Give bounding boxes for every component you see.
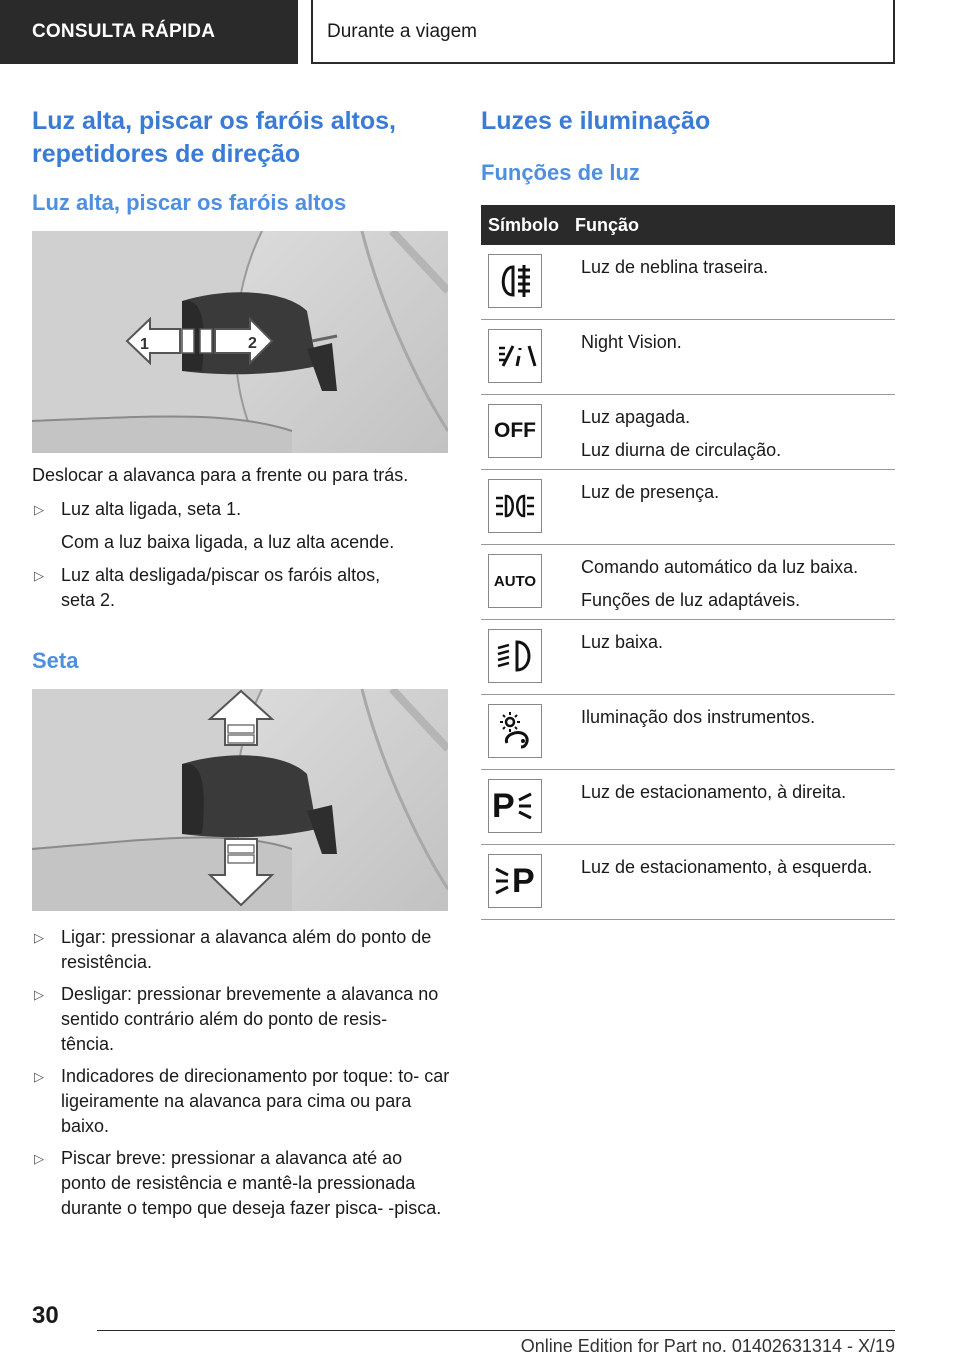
off-icon-label: OFF bbox=[494, 419, 536, 442]
subheading-high-beam: Luz alta, piscar os faróis altos bbox=[32, 190, 347, 215]
chapter-title: Durante a viagem bbox=[311, 0, 895, 64]
list-item bbox=[32, 925, 452, 975]
arrow-label-2: 2 bbox=[248, 335, 257, 352]
bullet-triangle-icon: ▷ bbox=[34, 502, 44, 517]
section-heading bbox=[32, 105, 396, 171]
table-row bbox=[481, 770, 895, 845]
table-row bbox=[481, 695, 895, 770]
arrow-label-1: 1 bbox=[140, 336, 149, 353]
list-item-text: Ligar: pressionar a alavanca além do ponto de resistência. bbox=[61, 927, 432, 972]
table-row bbox=[481, 245, 895, 320]
rear-fog-light-icon bbox=[488, 254, 542, 308]
parking-p-glyph: P bbox=[492, 787, 515, 825]
list-item-text: Luz alta ligada, seta 1. bbox=[61, 499, 242, 519]
list-item-text: Desligar: pressionar brevemente a alavanca no sentido contrário além do ponto de resis- tência. bbox=[61, 984, 439, 1054]
bullet-triangle-icon: ▷ bbox=[34, 568, 44, 583]
function-text: Luz de estacionamento, à direita. bbox=[581, 782, 847, 802]
auto-icon-label: AUTO bbox=[493, 572, 537, 590]
list-item-subtext: Com a luz baixa ligada, a luz alta acende. bbox=[61, 532, 395, 552]
table-row bbox=[481, 395, 895, 470]
light-functions-subheading: Funções de luz bbox=[481, 160, 640, 185]
header-function: Função bbox=[575, 214, 640, 235]
table-header bbox=[481, 205, 895, 245]
page-number: 30 bbox=[32, 1302, 59, 1329]
low-beam-icon bbox=[488, 629, 542, 683]
parking-lights-icon bbox=[488, 479, 542, 533]
edition-footer: Online Edition for Part no. 01402631314 - X/19 bbox=[520, 1336, 895, 1356]
list-item bbox=[32, 497, 452, 555]
bullet-triangle-icon: ▷ bbox=[34, 1151, 44, 1166]
function-text: Luz baixa. bbox=[581, 632, 664, 652]
header-symbol: Símbolo bbox=[488, 214, 559, 235]
table-row bbox=[481, 320, 895, 395]
function-text: Iluminação dos instrumentos. bbox=[581, 707, 816, 727]
subheading-turn-signal: Seta bbox=[32, 648, 79, 673]
function-text: Luz de presença. bbox=[581, 482, 720, 502]
function-text: Luz de estacionamento, à esquerda. bbox=[581, 857, 873, 877]
lever-instruction: Deslocar a alavanca para a frente ou para trás. bbox=[32, 465, 409, 485]
table-row bbox=[481, 845, 895, 920]
light-functions-table bbox=[481, 205, 895, 920]
heading-line-2: repetidores de direção bbox=[32, 140, 301, 168]
parking-light-right-icon bbox=[488, 779, 542, 833]
function-text: Funções de luz adaptáveis. bbox=[581, 590, 801, 610]
bullet-triangle-icon: ▷ bbox=[34, 987, 44, 1002]
list-item-text: Piscar breve: pressionar a alavanca até ao ponto de resistência e mantê-la pressionada durante o tempo que deseja fazer pisca- -pisca. bbox=[61, 1148, 442, 1218]
footer-divider bbox=[97, 1330, 895, 1331]
list-item bbox=[32, 563, 412, 613]
function-text: Comando automático da luz baixa. bbox=[581, 557, 859, 577]
heading-line-1: Luz alta, piscar os faróis altos, bbox=[32, 107, 397, 135]
auto-icon bbox=[488, 554, 542, 608]
lever-photo-high-beam bbox=[32, 231, 448, 453]
list-item bbox=[32, 982, 442, 1057]
bullet-triangle-icon: ▷ bbox=[34, 1069, 44, 1084]
function-text: Luz apagada. bbox=[581, 407, 691, 427]
function-text: Night Vision. bbox=[581, 332, 682, 352]
lights-heading: Luzes e iluminação bbox=[481, 107, 711, 135]
parking-p-glyph: P bbox=[512, 862, 535, 900]
function-text: Luz diurna de circulação. bbox=[581, 440, 782, 460]
list-item bbox=[32, 1064, 454, 1139]
list-item bbox=[32, 1146, 448, 1221]
bullet-triangle-icon: ▷ bbox=[34, 930, 44, 945]
list-item-text: Indicadores de direcionamento por toque: to- car ligeiramente na alavanca para cima ou para baixo. bbox=[61, 1066, 450, 1136]
table-row bbox=[481, 470, 895, 545]
function-text: Luz de neblina traseira. bbox=[581, 257, 769, 277]
section-tab: CONSULTA RÁPIDA bbox=[0, 0, 298, 64]
list-item-text: Luz alta desligada/piscar os faróis altos, seta 2. bbox=[61, 565, 381, 610]
lever-photo-turn-signal bbox=[32, 689, 448, 911]
table-row bbox=[481, 545, 895, 620]
off-icon bbox=[488, 404, 542, 458]
night-vision-icon bbox=[488, 329, 542, 383]
table-row bbox=[481, 620, 895, 695]
instrument-lighting-icon bbox=[488, 704, 542, 758]
parking-light-left-icon bbox=[488, 854, 542, 908]
